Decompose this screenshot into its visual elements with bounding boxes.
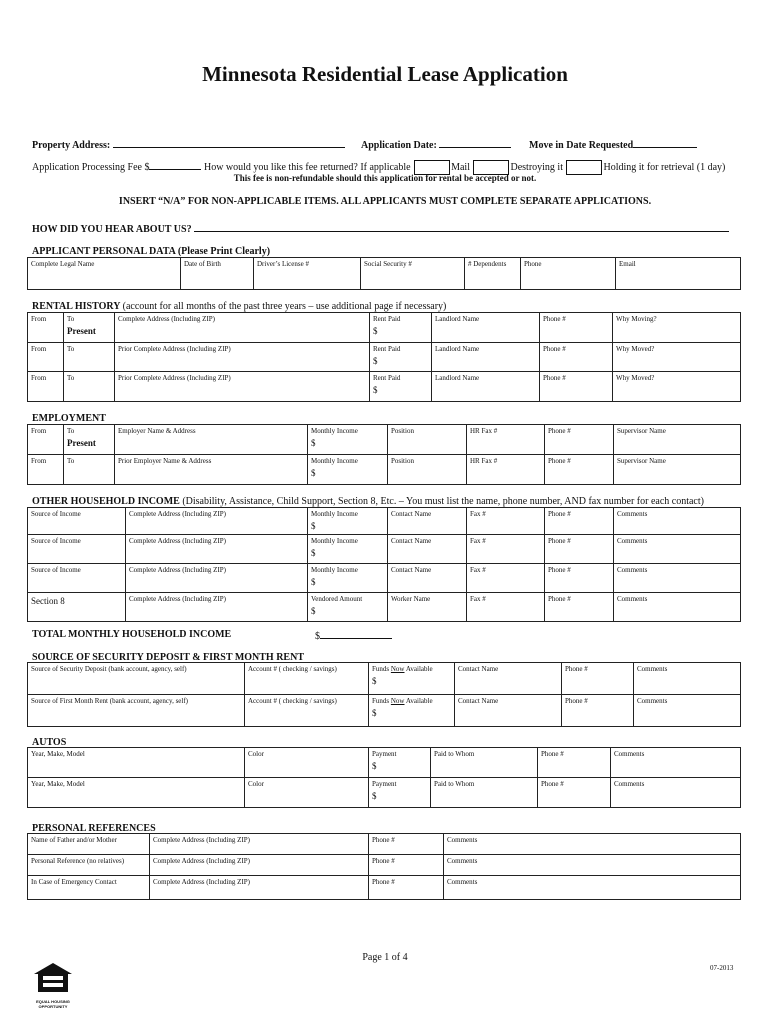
table-row [28, 313, 741, 343]
source-cell[interactable]: Source of Income [28, 564, 126, 593]
rent-paid-label: Rent Paid [373, 374, 401, 382]
references-heading: PERSONAL REFERENCES [32, 823, 156, 834]
comments-cell[interactable]: Comments [614, 593, 741, 622]
comments-cell[interactable]: Comments [444, 876, 741, 900]
source-cell[interactable]: Source of Income [28, 508, 126, 535]
move-in-label: Move in Date Requested [529, 140, 634, 151]
to-label: To [67, 315, 75, 323]
to-cell[interactable] [64, 425, 115, 455]
phone-cell[interactable]: Phone # [369, 855, 444, 876]
table-row [28, 855, 741, 876]
funds-available-label: Available [404, 665, 433, 673]
reference-name-cell[interactable]: In Case of Emergency Contact [28, 876, 150, 900]
color-cell[interactable]: Color [245, 778, 369, 808]
phone-cell[interactable]: Phone # [369, 834, 444, 855]
hold-label: Holding it for retrieval (1 day) [603, 162, 726, 173]
phone-cell[interactable]: Phone # [545, 593, 614, 622]
payment-label: Payment [372, 780, 397, 788]
rental-note: (account for all months of the past three years – use additional page if necessary) [122, 301, 447, 312]
rent-paid-cell[interactable] [370, 343, 432, 372]
section8-cell[interactable] [28, 593, 126, 622]
worker-cell[interactable]: Worker Name [388, 593, 467, 622]
fax-cell[interactable]: Fax # [467, 535, 545, 564]
dollar-sign: $ [311, 548, 316, 558]
table-row [28, 508, 741, 535]
employment-table [27, 424, 741, 485]
dependents-cell[interactable]: # Dependents [465, 258, 521, 290]
phone-cell[interactable]: Phone # [562, 695, 634, 727]
total-income-field[interactable] [315, 629, 392, 642]
logo-text-1: EQUAL HOUSING [36, 999, 70, 1004]
from-cell[interactable]: From [28, 343, 64, 372]
address-cell[interactable]: Complete Address (Including ZIP) [150, 855, 369, 876]
address-cell[interactable]: Complete Address (Including ZIP) [126, 564, 308, 593]
fee-question: How would you like this fee returned? If applicable [203, 162, 411, 173]
why-moved-cell[interactable]: Why Moved? [613, 343, 741, 372]
rent-paid-label: Rent Paid [373, 315, 401, 323]
dollar-sign: $ [311, 438, 316, 448]
hr-fax-cell[interactable]: HR Fax # [467, 455, 545, 485]
from-cell[interactable]: From [28, 455, 64, 485]
comments-cell[interactable]: Comments [611, 748, 741, 778]
address-cell[interactable]: Complete Address (Including ZIP) [126, 535, 308, 564]
security-heading: SOURCE OF SECURITY DEPOSIT & FIRST MONTH RENT [32, 652, 304, 663]
property-address-field[interactable] [32, 138, 345, 151]
monthly-income-label: Monthly Income [311, 457, 358, 465]
table-row [28, 343, 741, 372]
landlord-cell[interactable]: Landlord Name [432, 343, 540, 372]
drivers-license-cell[interactable]: Driver’s License # [254, 258, 361, 290]
phone-cell[interactable]: Phone # [545, 564, 614, 593]
contact-cell[interactable]: Contact Name [388, 564, 467, 593]
table-row [28, 564, 741, 593]
contact-cell[interactable]: Contact Name [455, 663, 562, 695]
comments-cell[interactable]: Comments [444, 855, 741, 876]
table-row [28, 876, 741, 900]
position-cell[interactable]: Position [388, 425, 467, 455]
hear-about-us-field[interactable] [32, 222, 729, 235]
funds-label: Funds [372, 697, 391, 705]
comments-cell[interactable]: Comments [611, 778, 741, 808]
fax-cell[interactable]: Fax # [467, 508, 545, 535]
phone-cell[interactable]: Phone # [538, 778, 611, 808]
fax-cell[interactable]: Fax # [467, 564, 545, 593]
table-row [28, 372, 741, 402]
dollar-sign: $ [373, 356, 378, 366]
color-cell[interactable]: Color [245, 748, 369, 778]
employment-heading: EMPLOYMENT [32, 413, 106, 424]
table-row [28, 425, 741, 455]
comments-cell[interactable]: Comments [444, 834, 741, 855]
funds-label: Funds [372, 665, 391, 673]
comments-cell[interactable]: Comments [614, 535, 741, 564]
funds-cell[interactable] [369, 663, 455, 695]
comments-cell[interactable]: Comments [614, 564, 741, 593]
autos-heading: AUTOS [32, 737, 67, 748]
funds-cell[interactable] [369, 695, 455, 727]
nonrefundable-note: This fee is non-refundable should this application for rental be accepted or not. [233, 173, 537, 183]
to-cell[interactable]: To [64, 455, 115, 485]
page-title: Minnesota Residential Lease Application [202, 62, 568, 86]
page-number: Page 1 of 4 [362, 952, 408, 963]
monthly-income-label: Monthly Income [311, 537, 358, 545]
table-row [28, 778, 741, 808]
reference-name-cell[interactable]: Name of Father and/or Mother [28, 834, 150, 855]
phone-cell[interactable]: Phone # [369, 876, 444, 900]
why-moving-cell[interactable]: Why Moving? [613, 313, 741, 343]
security-source-cell[interactable]: Source of Security Deposit (bank account, agency, self) [28, 663, 245, 695]
rent-paid-cell[interactable] [370, 313, 432, 343]
funds-now-label: Now [390, 697, 405, 705]
phone-cell[interactable]: Phone # [562, 663, 634, 695]
comments-cell[interactable]: Comments [634, 695, 741, 727]
table-row [28, 748, 741, 778]
references-table [27, 833, 741, 900]
phone-cell[interactable]: Phone # [545, 455, 614, 485]
vehicle-cell[interactable]: Year, Make, Model [28, 778, 245, 808]
insert-na-instructions: INSERT “N/A” FOR NON-APPLICABLE ITEMS. ALL APPLICANTS MUST COMPLETE SEPARATE APPLICATIONS. [118, 196, 652, 207]
from-cell[interactable]: From [28, 313, 64, 343]
income-table [27, 507, 741, 622]
address-cell[interactable]: Complete Address (Including ZIP) [150, 876, 369, 900]
table-row [28, 535, 741, 564]
monthly-income-label: Monthly Income [311, 510, 358, 518]
dollar-sign: $ [373, 385, 378, 395]
to-cell[interactable]: To [64, 372, 115, 402]
vendored-amount-label: Vendored Amount [311, 595, 363, 603]
legal-name-cell[interactable]: Complete Legal Name [28, 258, 181, 290]
address-cell[interactable]: Complete Address (Including ZIP) [126, 593, 308, 622]
from-cell[interactable]: From [28, 425, 64, 455]
dollar-sign: $ [311, 606, 316, 616]
to-label: To [67, 427, 75, 435]
source-cell[interactable]: Source of Income [28, 535, 126, 564]
income-note: (Disability, Assistance, Child Support, Section 8, Etc. – You must list the name, phone number, AND fax number for each contact) [182, 496, 704, 507]
property-address-label: Property Address: [32, 140, 111, 151]
monthly-income-cell[interactable] [308, 508, 388, 535]
autos-table [27, 747, 741, 808]
payment-label: Payment [372, 750, 397, 758]
table-row [28, 593, 741, 622]
email-cell[interactable]: Email [616, 258, 741, 290]
hear-about-us-label: HOW DID YOU HEAR ABOUT US? [32, 224, 192, 235]
fax-cell[interactable]: Fax # [467, 593, 545, 622]
first-month-source-cell[interactable]: Source of First Month Rent (bank account, agency, self) [28, 695, 245, 727]
total-income-label: TOTAL MONTHLY HOUSEHOLD INCOME [32, 629, 232, 640]
present-label: Present [67, 326, 96, 336]
table-row [28, 663, 741, 695]
supervisor-cell[interactable]: Supervisor Name [614, 425, 741, 455]
phone-cell[interactable]: Phone # [540, 313, 613, 343]
employer-cell[interactable]: Employer Name & Address [115, 425, 308, 455]
mail-label: Mail [451, 162, 470, 173]
fee-input[interactable] [149, 160, 201, 170]
house-icon [32, 962, 74, 994]
phone-cell[interactable]: Phone [521, 258, 616, 290]
phone-cell[interactable]: Phone # [538, 748, 611, 778]
employer-cell[interactable]: Prior Employer Name & Address [115, 455, 308, 485]
from-cell[interactable]: From [28, 372, 64, 402]
address-cell[interactable]: Prior Complete Address (Including ZIP) [115, 343, 370, 372]
security-table [27, 662, 741, 727]
dollar-sign: $ [372, 761, 377, 771]
equal-housing-logo [32, 962, 74, 1008]
account-cell[interactable]: Account # ( checking / savings) [245, 663, 369, 695]
landlord-cell[interactable]: Landlord Name [432, 372, 540, 402]
vendored-amount-cell[interactable] [308, 593, 388, 622]
address-cell[interactable]: Complete Address (Including ZIP) [115, 313, 370, 343]
supervisor-cell[interactable]: Supervisor Name [614, 455, 741, 485]
fee-label: Application Processing Fee $ [32, 162, 150, 173]
hr-fax-cell[interactable]: HR Fax # [467, 425, 545, 455]
address-cell[interactable]: Complete Address (Including ZIP) [126, 508, 308, 535]
phone-cell[interactable]: Phone # [545, 425, 614, 455]
monthly-income-cell[interactable] [308, 455, 388, 485]
form-code: 07-2013 [710, 964, 734, 972]
income-heading [32, 496, 704, 507]
funds-available-label: Available [404, 697, 433, 705]
table-row [28, 455, 741, 485]
paid-to-cell[interactable]: Paid to Whom [431, 778, 538, 808]
rent-paid-cell[interactable] [370, 372, 432, 402]
account-cell[interactable]: Account # ( checking / savings) [245, 695, 369, 727]
table-row [28, 834, 741, 855]
funds-now-label: Now [390, 665, 405, 673]
phone-cell[interactable]: Phone # [540, 343, 613, 372]
vehicle-cell[interactable]: Year, Make, Model [28, 748, 245, 778]
applicant-table [27, 257, 741, 290]
table-row [28, 695, 741, 727]
present-label: Present [67, 438, 96, 448]
to-cell[interactable]: To [64, 343, 115, 372]
move-in-date-field[interactable] [529, 138, 697, 151]
comments-cell[interactable]: Comments [634, 663, 741, 695]
phone-cell[interactable]: Phone # [545, 535, 614, 564]
comments-cell[interactable]: Comments [614, 508, 741, 535]
monthly-income-label: Monthly Income [311, 566, 358, 574]
phone-cell[interactable]: Phone # [540, 372, 613, 402]
landlord-cell[interactable]: Landlord Name [432, 313, 540, 343]
dollar-sign: $ [372, 676, 377, 686]
payment-cell[interactable] [369, 748, 431, 778]
address-cell[interactable]: Prior Complete Address (Including ZIP) [115, 372, 370, 402]
position-cell[interactable]: Position [388, 455, 467, 485]
dollar-sign: $ [311, 468, 316, 478]
address-cell[interactable]: Complete Address (Including ZIP) [150, 834, 369, 855]
dollar-sign: $ [311, 577, 316, 587]
dollar-sign: $ [311, 521, 316, 531]
dollar-sign: $ [372, 791, 377, 801]
monthly-income-cell[interactable] [308, 564, 388, 593]
total-dollar-sign: $ [315, 631, 320, 642]
rental-heading [32, 301, 446, 312]
rental-heading-label: RENTAL HISTORY [32, 301, 121, 312]
monthly-income-label: Monthly Income [311, 427, 358, 435]
destroy-label: Destroying it [510, 162, 563, 173]
logo-text-2: OPPORTUNITY [38, 1004, 68, 1009]
contact-cell[interactable]: Contact Name [455, 695, 562, 727]
why-moved-cell[interactable]: Why Moved? [613, 372, 741, 402]
payment-cell[interactable] [369, 778, 431, 808]
applicant-heading: APPLICANT PERSONAL DATA (Please Print Clearly) [32, 246, 271, 257]
paid-to-cell[interactable]: Paid to Whom [431, 748, 538, 778]
dob-cell[interactable]: Date of Birth [181, 258, 254, 290]
contact-cell[interactable]: Contact Name [388, 508, 467, 535]
application-date-label: Application Date: [361, 140, 437, 151]
dollar-sign: $ [372, 708, 377, 718]
application-date-field[interactable] [361, 138, 511, 151]
section8-label: Section 8 [31, 596, 65, 606]
monthly-income-cell[interactable] [308, 535, 388, 564]
monthly-income-cell[interactable] [308, 425, 388, 455]
to-cell[interactable] [64, 313, 115, 343]
dollar-sign: $ [373, 326, 378, 336]
rental-table [27, 312, 741, 402]
rent-paid-label: Rent Paid [373, 345, 401, 353]
reference-name-cell[interactable]: Personal Reference (no relatives) [28, 855, 150, 876]
ssn-cell[interactable]: Social Security # [361, 258, 465, 290]
contact-cell[interactable]: Contact Name [388, 535, 467, 564]
phone-cell[interactable]: Phone # [545, 508, 614, 535]
income-heading-label: OTHER HOUSEHOLD INCOME [32, 496, 180, 507]
